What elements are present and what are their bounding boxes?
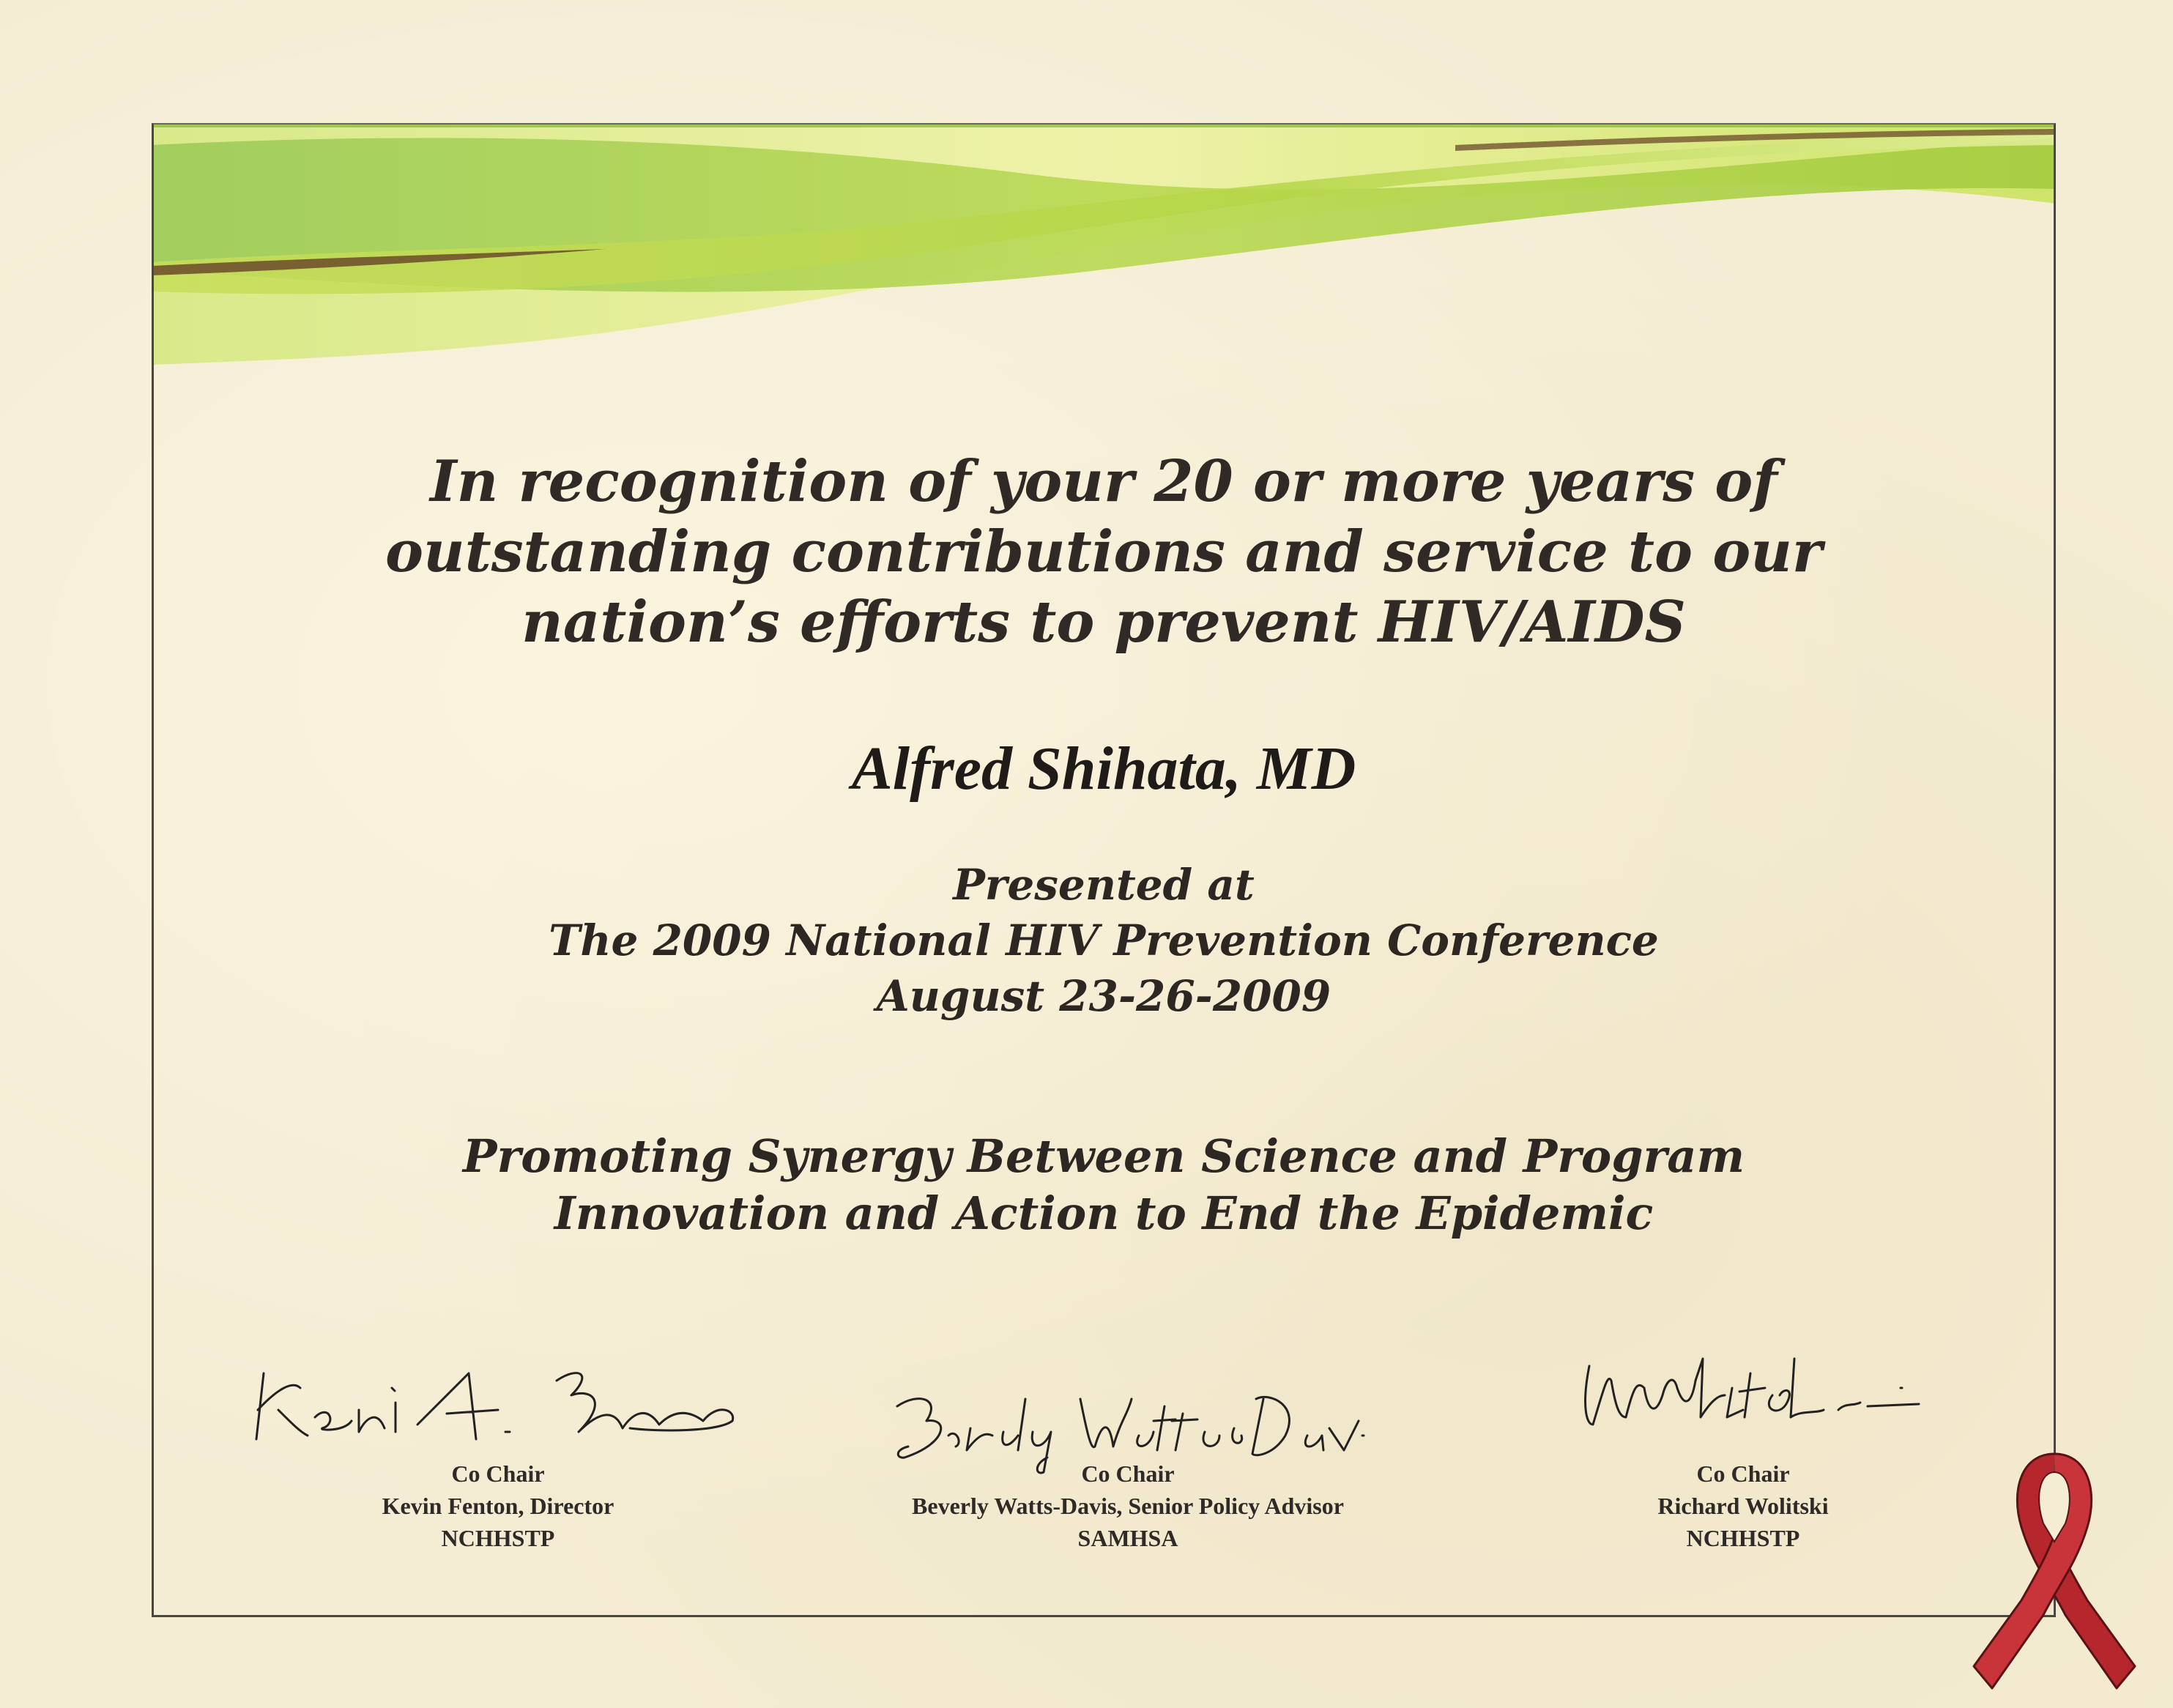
theme-line-2: Innovation and Action to End the Epidemic (554, 1187, 1654, 1240)
recognition-line-2: outstanding contributions and service to our (385, 519, 1823, 585)
presentation-details (152, 857, 2056, 1024)
conference-dates: August 23-26-2009 (876, 971, 1331, 1021)
signature-kevin-fenton (249, 1359, 747, 1454)
presented-label: Presented at (953, 860, 1255, 910)
theme-line-1: Promoting Synergy Between Science and Program (462, 1129, 1745, 1183)
recognition-statement (152, 447, 2056, 658)
signatory-organization: SAMHSA (1077, 1525, 1178, 1551)
recipient-name: Alfred Shihata, MD (851, 735, 1356, 803)
signatory-organization: NCHHSTP (1686, 1525, 1800, 1551)
conference-name: The 2009 National HIV Prevention Conference (549, 916, 1659, 965)
red-awareness-ribbon-icon (1970, 1447, 2139, 1696)
signatory-name-title: Richard Wolitski (1657, 1493, 1829, 1519)
signature-richard-wolitski (1575, 1344, 1926, 1447)
signatory-role: Co Chair (451, 1460, 545, 1487)
signatory-name-title: Kevin Fenton, Director (382, 1493, 614, 1519)
signatory-name-title: Beverly Watts-Davis, Senior Policy Advisor (912, 1493, 1344, 1519)
recognition-line-3: nation’s efforts to prevent HIV/AIDS (521, 589, 1686, 656)
signatory-role: Co Chair (1081, 1460, 1175, 1487)
signatory-role: Co Chair (1696, 1460, 1790, 1487)
signatory-organization: NCHHSTP (441, 1525, 555, 1551)
signatory-block-1 (242, 1458, 754, 1554)
signatory-block-3 (1523, 1458, 1963, 1554)
recognition-line-1: In recognition of your 20 or more years of (430, 448, 1778, 515)
signatory-block-2 (842, 1458, 1414, 1554)
conference-theme (152, 1128, 2056, 1242)
